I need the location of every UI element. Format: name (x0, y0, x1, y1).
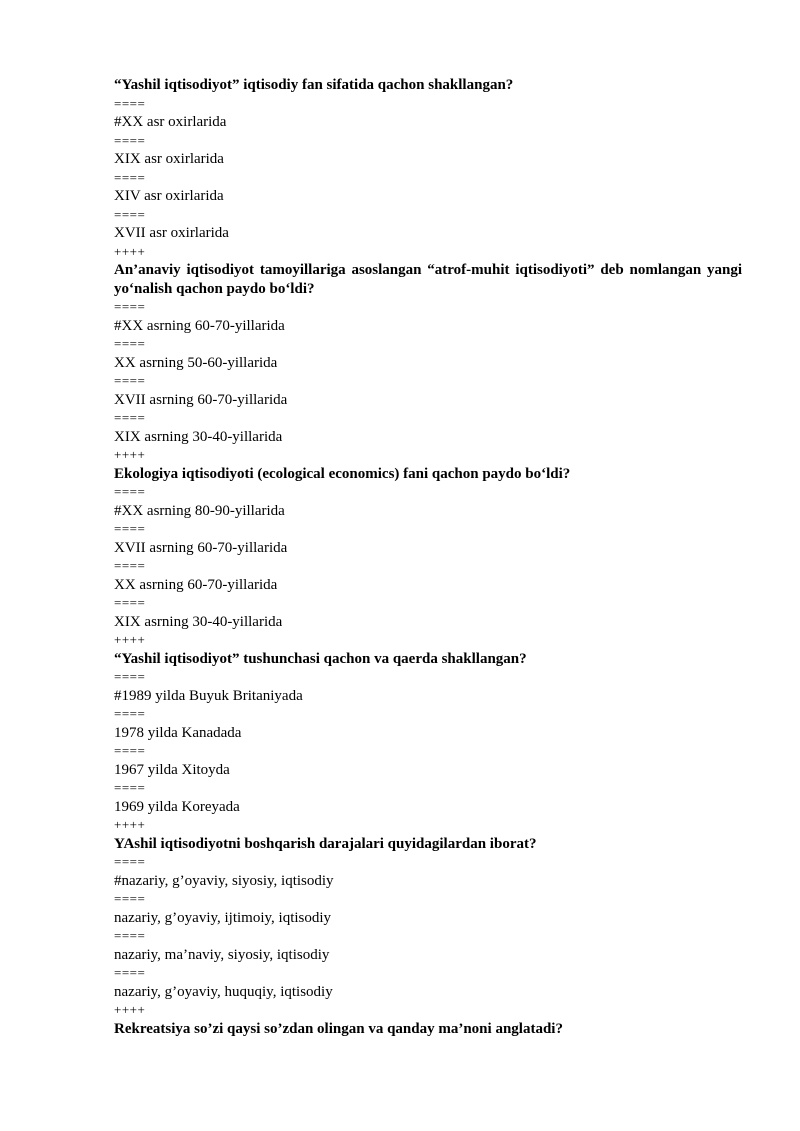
question-separator: ++++ (114, 1002, 146, 1017)
answer-separator: ==== (114, 521, 146, 536)
answer-separator: ==== (114, 965, 146, 980)
answer-option: XIX asrning 30-40-yillarida (114, 613, 283, 630)
answer-option: XX asrning 50-60-yillarida (114, 354, 278, 371)
answer-option: 1969 yilda Koreyada (114, 798, 240, 815)
answer-separator: ==== (114, 854, 146, 869)
answer-option: XVII asrning 60-70-yillarida (114, 391, 288, 408)
question-text: Rekreatsiya so’zi qaysi so’zdan olingan va qanday ma’noni anglatadi? (114, 1020, 563, 1037)
answer-separator: ==== (114, 410, 146, 425)
question-separator: ++++ (114, 632, 146, 647)
question-separator: ++++ (114, 447, 146, 462)
answer-option-correct: #1989 yilda Buyuk Britaniyada (114, 687, 303, 704)
question-text: Ekologiya iqtisodiyoti (ecological economics) fani qachon paydo bo‘ldi? (114, 465, 571, 482)
answer-option: nazariy, g’oyaviy, huquqiy, iqtisodiy (114, 983, 333, 1000)
answer-separator: ==== (114, 132, 146, 148)
answer-separator: ==== (114, 706, 146, 721)
question-text: “Yashil iqtisodiyot” tushunchasi qachon va qaerda shakllangan? (114, 650, 527, 667)
answer-option-correct: #XX asrning 60-70-yillarida (114, 317, 285, 334)
question-text: An’anaviy iqtisodiyot tamoyillariga asoslangan “atrof-muhit iqtisodiyoti” deb nomlangan yangi yo‘nalish qachon paydo bo‘ldi? (114, 262, 742, 297)
answer-option: XX asrning 60-70-yillarida (114, 576, 278, 593)
question-separator: ++++ (114, 243, 146, 259)
answer-separator: ==== (114, 95, 146, 111)
answer-option-correct: #nazariy, g’oyaviy, siyosiy, iqtisodiy (114, 872, 334, 889)
answer-separator: ==== (114, 373, 146, 388)
answer-option: XIV asr oxirlarida (114, 188, 224, 204)
question-separator: ++++ (114, 817, 146, 832)
answer-separator: ==== (114, 928, 146, 943)
answer-option: nazariy, ma’naviy, siyosiy, iqtisodiy (114, 946, 330, 963)
answer-separator: ==== (114, 336, 146, 351)
answer-separator: ==== (114, 206, 146, 222)
answer-separator: ==== (114, 169, 146, 185)
document-page (114, 76, 742, 1038)
answer-option-correct: #XX asr oxirlarida (114, 114, 227, 130)
answer-separator: ==== (114, 299, 146, 314)
question-text: YAshil iqtisodiyotni boshqarish darajalari quyidagilardan iborat? (114, 835, 537, 852)
answer-option: 1967 yilda Xitoyda (114, 761, 230, 778)
answer-option: XIX asrning 30-40-yillarida (114, 428, 283, 445)
answer-separator: ==== (114, 669, 146, 684)
answer-option: 1978 yilda Kanadada (114, 724, 242, 741)
answer-separator: ==== (114, 484, 146, 499)
answer-option: XVII asrning 60-70-yillarida (114, 539, 288, 556)
answer-option: XVII asr oxirlarida (114, 225, 229, 241)
question-text: “Yashil iqtisodiyot” iqtisodiy fan sifatida qachon shakllangan? (114, 77, 514, 93)
answer-separator: ==== (114, 743, 146, 758)
answer-separator: ==== (114, 891, 146, 906)
answer-separator: ==== (114, 558, 146, 573)
answer-option: XIX asr oxirlarida (114, 151, 224, 167)
answer-separator: ==== (114, 595, 146, 610)
answer-option-correct: #XX asrning 80-90-yillarida (114, 502, 285, 519)
answer-option: nazariy, g’oyaviy, ijtimoiy, iqtisodiy (114, 909, 332, 926)
answer-separator: ==== (114, 780, 146, 795)
